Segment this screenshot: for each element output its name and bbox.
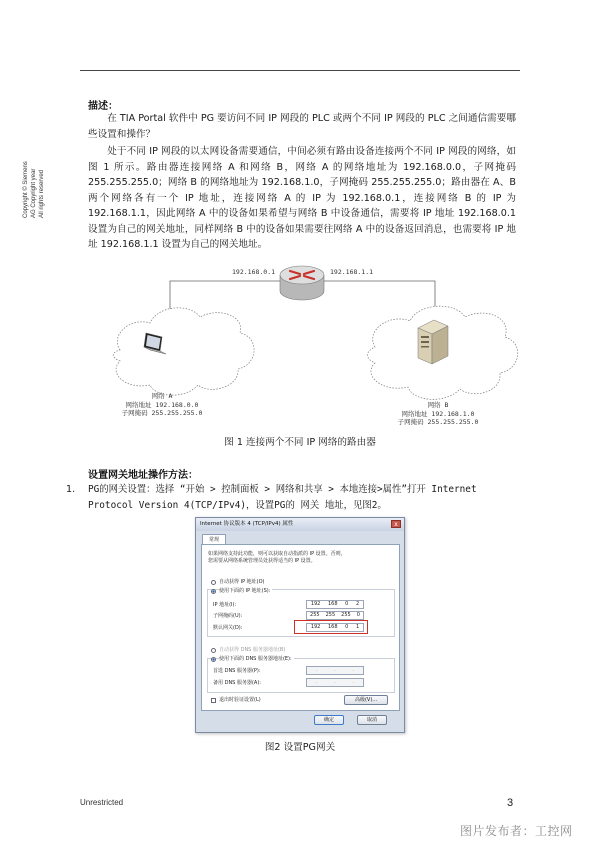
description-text: [88, 111, 516, 253]
ip-octet: 192: [310, 601, 321, 607]
close-icon[interactable]: x: [391, 520, 401, 528]
network-a-label: [112, 392, 212, 418]
body-paragraph: 处于不同 IP 网段的以太网设备需要通信，中间必须有路由设备连接两个不同 IP 网段的网络，如图 1 所示。路由器连接网络 A 和网络 B，网络 A 的网络地址为 192.168.0.0，子网掩码 255.255.255.0；网络 B 的网络地址为 192.168.1.0，子网掩码 255.255.255.0；路由器在 A、B 两个网络各有一个 IP 地址，连接网络 A 的 IP 为 192.168.0.1，连接网络 B 的 IP 为 192.168.1.1，因此网络 A 中的设备如果希望与网络 B 中设备通信，需要将 IP 地址 192.168.0.1 设置为自己的网关地址，同样网络 B 中的设备如果需要往网络 A 中的设备返回消息，也需要将 IP 地址 192.168.1.1 设置为自己的网关地址。: [88, 146, 516, 250]
manual-ip-radio[interactable]: [211, 589, 216, 594]
validate-checkbox[interactable]: [211, 698, 216, 703]
description-heading: 描述：: [88, 101, 118, 112]
copyright-line: AG Copyright year: [31, 168, 37, 218]
header-rule: [80, 70, 520, 71]
page-number: 3: [507, 797, 514, 809]
step-number: 1.: [66, 484, 76, 495]
subnet-mask-input[interactable]: [306, 611, 364, 620]
manual-dns-label: 使用下面的 DNS 服务器地址(E):: [219, 656, 292, 662]
subnet-mask-label: 子网掩码(U):: [213, 613, 243, 619]
router-ip-b: 192.168.1.1: [330, 268, 374, 276]
network-a-mask: 子网掩码 255.255.255.0: [121, 409, 203, 417]
gateway-label: 默认网关(D):: [213, 625, 243, 631]
mask-octet: 0: [356, 612, 360, 618]
gateway-octet: 0: [345, 624, 349, 630]
alternate-dns-input[interactable]: . . .: [306, 678, 364, 687]
advanced-button[interactable]: 高级(V)...: [344, 695, 388, 705]
auto-dns-radio[interactable]: [211, 648, 216, 653]
copyright-notice: [22, 112, 56, 222]
dialog-title: Internet 协议版本 4 (TCP/IPv4) 属性: [196, 518, 404, 531]
network-b-name: 网络 B: [427, 401, 449, 409]
ok-button[interactable]: 确定: [314, 715, 344, 725]
preferred-dns-input[interactable]: . . .: [306, 666, 364, 675]
router-icon: [280, 266, 324, 300]
auto-ip-radio[interactable]: [211, 580, 216, 585]
ip-address-input[interactable]: [306, 600, 364, 609]
validate-label: 退出时验证设置(L): [219, 697, 261, 703]
mask-octet: 255: [341, 612, 351, 618]
manual-dns-radio[interactable]: [211, 657, 216, 662]
question-paragraph: 在 TIA Portal 软件中 PG 要访问不同 IP 网段的 PLC 或两个不同 IP 网段的 PLC 之间通信需要哪些设置和操作？: [88, 113, 516, 140]
network-b-mask: 子网掩码 255.255.255.0: [397, 418, 479, 426]
auto-dns-label: 自动获得 DNS 服务器地址(B): [219, 647, 286, 653]
mask-octet: 255: [310, 612, 320, 618]
watermark-text: 图片发布者：工控网: [460, 824, 573, 838]
dns-settings-group: [207, 658, 395, 693]
copyright-line: Copyright © Siemens: [23, 161, 29, 218]
network-a-name: 网络 A: [151, 392, 173, 400]
step-text: PG的网关设置：选择 “开始 > 控制面板 > 网络和共享 > 本地连接>属性”打开 Internet Protocol Version 4(TCP/IPv4)，设置PG的 网关 地址，见图2。: [88, 484, 477, 511]
cloud-network-a: [113, 308, 254, 395]
network-b-label: [388, 401, 488, 427]
method-heading: 设置网关地址操作方法：: [88, 470, 198, 481]
intro-line-2: 您需要从网络系统管理员处获得适当的 IP 设置。: [208, 558, 316, 564]
ip-octet: 0: [345, 601, 349, 607]
classification-label: Unrestricted: [80, 798, 124, 807]
figure2-caption: 图2 设置PG网关: [264, 742, 336, 753]
tab-general[interactable]: 常规: [202, 534, 226, 544]
gateway-octet: 1: [355, 624, 360, 630]
gateway-highlight-box: [294, 620, 368, 634]
network-b-address: 网络地址 192.168.1.0: [401, 409, 475, 418]
link-line-b: [324, 281, 435, 315]
auto-ip-label: 自动获得 IP 地址(O): [219, 579, 265, 585]
ip-octet: 168: [327, 601, 338, 607]
figure1-caption: 图 1 连接两个不同 IP 网络的路由器: [224, 437, 376, 448]
server-icon: [418, 320, 448, 364]
ip-address-label: IP 地址(I):: [213, 602, 237, 608]
router-ip-a: 192.168.0.1: [232, 268, 276, 276]
gateway-octet: 192: [310, 624, 321, 630]
manual-ip-label: 使用下面的 IP 地址(S):: [219, 588, 271, 594]
network-a-address: 网络地址 192.168.0.0: [125, 400, 199, 409]
alternate-dns-label: 备用 DNS 服务器(A):: [213, 680, 261, 686]
copyright-line: All rights reserved: [39, 169, 45, 218]
ip-octet: 2: [355, 601, 360, 607]
gateway-octet: 168: [327, 624, 338, 630]
preferred-dns-label: 首选 DNS 服务器(P):: [213, 668, 261, 674]
cancel-button[interactable]: 取消: [357, 715, 387, 725]
intro-line-1: 如果网络支持此功能，则可以获取自动指派的 IP 设置。否则，: [208, 551, 346, 557]
mask-octet: 255: [325, 612, 336, 618]
